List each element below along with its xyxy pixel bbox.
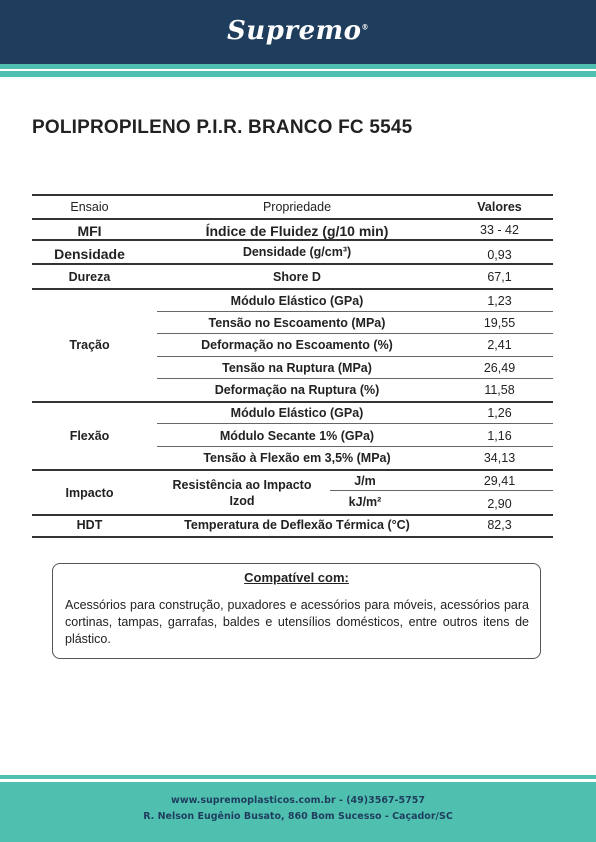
propriedade-cell: Módulo Elástico (GPa) xyxy=(230,294,364,308)
row-rule xyxy=(157,311,553,312)
row-rule xyxy=(32,239,553,241)
valor-cell: 34,13 xyxy=(483,451,516,465)
compat-box xyxy=(52,563,541,659)
ensaio-mfi: MFI xyxy=(77,223,102,239)
header-stripe xyxy=(0,71,596,77)
table-bottom-rule xyxy=(32,536,553,538)
row-rule xyxy=(157,378,553,379)
header-ensaio: Ensaio xyxy=(70,200,109,214)
valor-cell: 2,90 xyxy=(487,497,512,511)
valor-cell: 11,58 xyxy=(484,383,515,397)
ensaio-tracao: Tração xyxy=(69,338,110,352)
ensaio-dureza: Dureza xyxy=(68,270,111,284)
propriedade-cell: Deformação na Ruptura (%) xyxy=(214,383,380,397)
row-rule xyxy=(157,333,553,334)
footer-address: R. Nelson Eugênio Busato, 860 Bom Sucesso - Caçador/SC xyxy=(143,811,453,822)
propriedade-cell: Densidade (g/cm³) xyxy=(242,245,352,259)
valor-cell: 67,1 xyxy=(487,270,512,284)
propriedade-cell: Módulo Secante 1% (GPa) xyxy=(219,429,375,443)
unidade-cell: J/m xyxy=(354,474,376,488)
footer-bar xyxy=(0,782,596,842)
footer-stripe xyxy=(0,775,596,779)
header-propriedade: Propriedade xyxy=(262,200,332,214)
valor-cell: 33 - 42 xyxy=(480,223,519,237)
propriedade-cell: Tensão na Ruptura (MPa) xyxy=(222,361,372,375)
ensaio-flexao: Flexão xyxy=(69,429,110,443)
propriedade-cell: Deformação no Escoamento (%) xyxy=(201,338,393,352)
row-rule xyxy=(32,514,553,516)
unidade-cell: kJ/m² xyxy=(348,495,382,509)
ensaio-impacto: Impacto xyxy=(65,486,114,500)
valor-cell: 0,93 xyxy=(487,248,512,262)
propriedade-cell: Módulo Elástico (GPa) xyxy=(230,406,364,420)
valor-cell: 2,41 xyxy=(487,338,512,352)
valor-cell: 1,26 xyxy=(487,406,512,420)
header-valores: Valores xyxy=(477,200,522,214)
row-rule xyxy=(32,218,553,220)
row-rule xyxy=(157,356,553,357)
row-rule xyxy=(32,401,553,403)
table-top-rule xyxy=(32,194,553,196)
row-rule xyxy=(157,423,553,424)
row-rule xyxy=(330,490,553,491)
compat-title: Compatível com: xyxy=(244,570,349,585)
valor-cell: 1,23 xyxy=(487,294,512,308)
propriedade-cell: Índice de Fluidez (g/10 min) xyxy=(205,223,389,239)
compat-text: Acessórios para construção, puxadores e acessórios para móveis, acessórios para cortinas, tampas, garrafas, baldes e utensílios domésticos, entre outros itens de plástico. xyxy=(65,598,529,646)
footer-contact: www.supremoplasticos.com.br - (49)3567-5757 xyxy=(171,795,425,806)
row-rule xyxy=(157,446,553,447)
propriedade-cell: Temperatura de Deflexão Térmica (°C) xyxy=(184,518,410,532)
ensaio-hdt: HDT xyxy=(76,518,103,532)
valor-cell: 19,55 xyxy=(483,316,516,330)
propriedade-cell: Tensão à Flexão em 3,5% (MPa) xyxy=(203,451,391,465)
propriedade-cell: Shore D xyxy=(273,270,321,284)
ensaio-densidade: Densidade xyxy=(54,246,125,262)
row-rule xyxy=(32,469,553,471)
header-stripe xyxy=(0,64,596,69)
propriedade-cell: Tensão no Escoamento (MPa) xyxy=(208,316,386,330)
valor-cell: 29,41 xyxy=(483,474,516,488)
valor-cell: 1,16 xyxy=(487,429,512,443)
row-rule xyxy=(32,263,553,265)
page-title: POLIPROPILENO P.I.R. BRANCO FC 5545 xyxy=(32,117,413,138)
supremo-logo: Supremo® xyxy=(227,16,369,46)
propriedade-cell: Resistência ao Impacto xyxy=(172,478,312,492)
propriedade-izod: Izod xyxy=(229,494,255,508)
row-rule xyxy=(32,288,553,290)
valor-cell: 82,3 xyxy=(487,518,512,532)
valor-cell: 26,49 xyxy=(483,361,516,375)
